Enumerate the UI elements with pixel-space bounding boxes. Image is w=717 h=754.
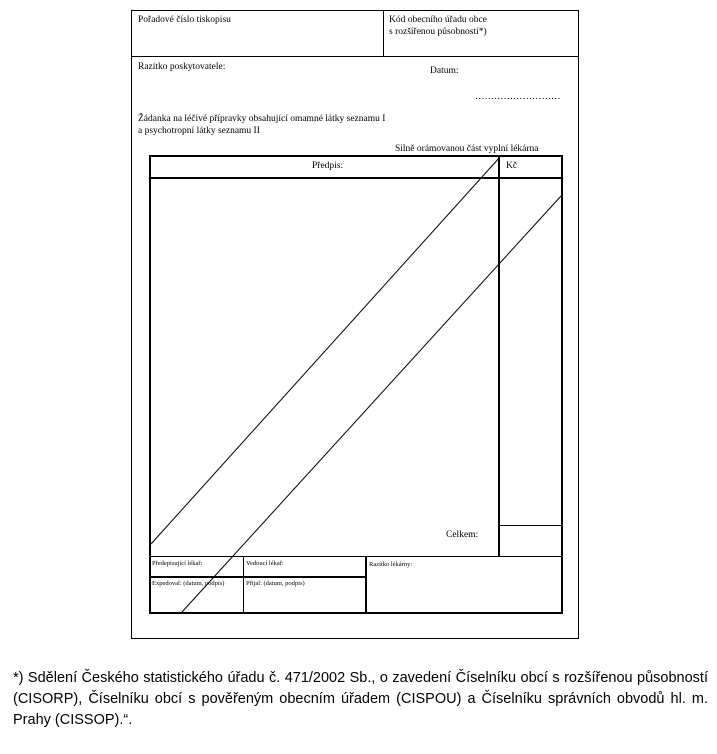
serial-number-label: Pořadové číslo tiskopisu <box>138 15 231 25</box>
head-doctor-label: Vedoucí lékař: <box>246 560 284 567</box>
request-title-line2: a psychotropní látky seznamu II <box>138 126 260 136</box>
prescribing-doctor-label: Předepisující lékař: <box>152 560 203 567</box>
office-code-label-line1: Kód obecního úřadu obce <box>389 15 487 25</box>
dispatched-label: Expedoval: (datum, podpis) <box>152 580 225 587</box>
diagonal-line-1 <box>151 157 500 544</box>
diagonal-line-2 <box>182 196 561 612</box>
request-title-line1: Žádanka na léčivé přípravky obsahující omamné látky seznamu I <box>138 114 386 124</box>
provider-stamp-label: Razítko poskytovatele: <box>138 62 226 72</box>
date-field-dots: ……………………… <box>475 92 561 102</box>
kc-header: Kč <box>506 161 518 171</box>
received-label: Přijal: (datum, podpis) <box>246 580 305 587</box>
date-label: Datum: <box>430 66 459 76</box>
office-code-label-line2: s rozšířenou působností*) <box>389 27 487 37</box>
total-label: Celkem: <box>446 530 479 540</box>
pharmacy-stamp-label: Razítko lékárny: <box>369 561 413 568</box>
footnote-text: *) Sdělení Českého statistického úřadu č. 471/2002 Sb., o zavedení Číselníku obcí s rozšířenou působností (CISORP), Číselníku obcí s pověřeným obecním úřadem (CISPOU) a Číselníku správních obvodů hl. m. Prahy (CISSOP).“. <box>13 670 708 728</box>
pharmacy-fill-note: Silně orámovanou část vyplní lékárna <box>395 144 539 154</box>
prescription-header: Předpis: <box>312 161 344 171</box>
